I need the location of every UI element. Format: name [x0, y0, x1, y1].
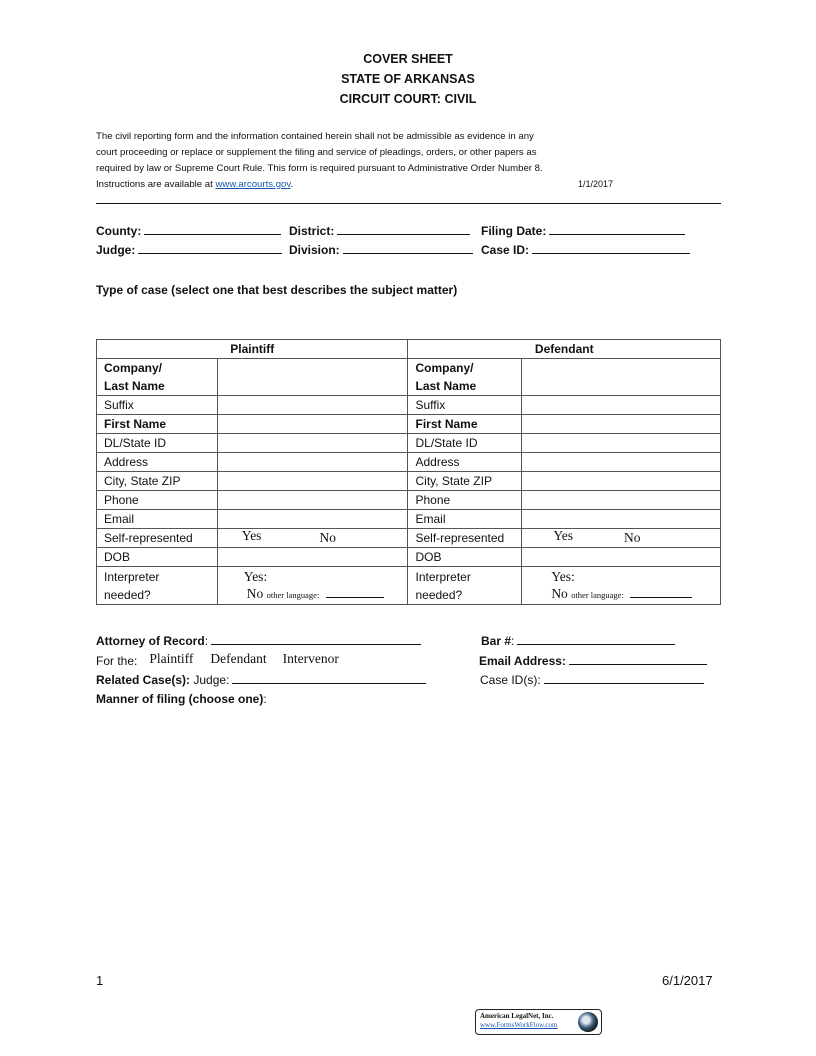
- plaintiff-address-input[interactable]: [217, 453, 408, 472]
- title-state: STATE OF ARKANSAS: [341, 72, 475, 86]
- company-label: Company/: [104, 361, 163, 375]
- bar-field[interactable]: [481, 634, 675, 648]
- for-the-label: For the:: [96, 654, 138, 668]
- interpreter-label: Interpreter: [415, 569, 471, 584]
- title-court: CIRCUIT COURT: CIVIL: [339, 92, 477, 106]
- logo-url[interactable]: www.FormsWorkFlow.com: [480, 1021, 558, 1029]
- other-language-label: other language:: [266, 589, 320, 600]
- plaintiff-interp-no[interactable]: No: [246, 585, 264, 601]
- attorney-field[interactable]: [96, 634, 421, 648]
- city-label: City, State ZIP: [408, 472, 522, 491]
- dl-label: DL/State ID: [97, 434, 218, 453]
- related-judge-label: Judge:: [190, 673, 230, 687]
- company-label: Company/: [415, 361, 474, 375]
- manner-of-filing: [96, 692, 267, 706]
- phone-label: Phone: [408, 491, 522, 510]
- case-ids-label: Case ID(s):: [480, 673, 541, 687]
- county-label: County:: [96, 224, 142, 238]
- period: .: [290, 179, 294, 190]
- other-language-label: other language:: [571, 589, 624, 600]
- for-intervenor-option[interactable]: Intervenor: [282, 651, 339, 666]
- division-label: Division:: [289, 243, 340, 257]
- plaintiff-language-input[interactable]: [326, 592, 384, 598]
- defendant-phone-input[interactable]: [522, 491, 721, 510]
- case-id-label: Case ID:: [481, 243, 530, 257]
- city-label: City, State ZIP: [97, 472, 218, 491]
- colon: :: [263, 692, 267, 706]
- address-label: Address: [97, 453, 218, 472]
- suffix-label: Suffix: [97, 396, 218, 415]
- globe-icon: [578, 1012, 598, 1032]
- intro-text: Instructions are available at: [96, 179, 216, 190]
- page-number: 1: [96, 973, 104, 988]
- case-id-field[interactable]: [481, 243, 690, 257]
- colon: :: [511, 634, 515, 648]
- manner-label: Manner of filing (choose one): [96, 692, 264, 706]
- attorney-label: Attorney of Record: [96, 634, 205, 648]
- division-field[interactable]: [289, 243, 473, 257]
- plaintiff-interp-yes[interactable]: Yes:: [243, 568, 268, 584]
- plaintiff-company-input[interactable]: [217, 359, 408, 396]
- phone-label: Phone: [97, 491, 218, 510]
- defendant-language-input[interactable]: [630, 592, 692, 598]
- defendant-self-no[interactable]: No: [623, 530, 641, 545]
- plaintiff-first-name-input[interactable]: [217, 415, 408, 434]
- interpreter-label: Interpreter: [104, 569, 160, 584]
- defendant-dl-input[interactable]: [522, 434, 721, 453]
- defendant-city-input[interactable]: [522, 472, 721, 491]
- plaintiff-phone-input[interactable]: [217, 491, 408, 510]
- dl-label: DL/State ID: [408, 434, 522, 453]
- self-represented-label: Self-represented: [408, 529, 522, 548]
- suffix-label: Suffix: [408, 396, 522, 415]
- plaintiff-suffix-input[interactable]: [217, 396, 408, 415]
- logo-name: American LegalNet, Inc.: [480, 1012, 554, 1020]
- district-field[interactable]: [289, 224, 470, 238]
- district-label: District:: [289, 224, 335, 238]
- plaintiff-self-no[interactable]: No: [319, 530, 336, 545]
- filing-date-label: Filing Date:: [481, 224, 547, 238]
- self-represented-label: Self-represented: [97, 529, 218, 548]
- needed-label: needed?: [104, 587, 151, 602]
- plaintiff-dl-input[interactable]: [217, 434, 408, 453]
- defendant-interp-yes[interactable]: Yes:: [551, 568, 575, 584]
- defendant-interp-no[interactable]: No: [551, 585, 568, 601]
- dob-label: DOB: [97, 548, 218, 567]
- email-address-label: Email Address:: [479, 654, 566, 668]
- email-address-field[interactable]: [479, 654, 707, 668]
- plaintiff-header: Plaintiff: [97, 340, 408, 359]
- email-label: Email: [408, 510, 522, 529]
- intro-line-2: court proceeding or replace or supplement the filing and service of pleadings, orders, or other papers as: [96, 147, 537, 158]
- parties-table: [96, 339, 721, 605]
- defendant-dob-input[interactable]: [522, 548, 721, 567]
- for-plaintiff-option[interactable]: Plaintiff: [149, 651, 194, 666]
- plaintiff-dob-input[interactable]: [217, 548, 408, 567]
- email-label: Email: [97, 510, 218, 529]
- defendant-first-name-input[interactable]: [522, 415, 721, 434]
- plaintiff-city-input[interactable]: [217, 472, 408, 491]
- arcourts-link[interactable]: www.arcourts.gov: [215, 179, 291, 190]
- last-name-label: Last Name: [415, 379, 477, 393]
- filing-date-field[interactable]: [481, 224, 685, 238]
- plaintiff-email-input[interactable]: [217, 510, 408, 529]
- plaintiff-self-yes[interactable]: Yes: [241, 528, 262, 543]
- related-cases-label: Related Case(s):: [96, 673, 191, 687]
- case-type-heading: Type of case (select one that best describes the subject matter): [96, 283, 458, 297]
- intro-line-3: required by law or Supreme Court Rule. This form is required pursuant to Administrative Order Number 8.: [96, 163, 543, 174]
- judge-field[interactable]: [96, 243, 282, 257]
- for-the-row: [96, 653, 339, 669]
- judge-label: Judge:: [96, 243, 136, 257]
- version-date: 1/1/2017: [578, 179, 614, 189]
- first-name-label: First Name: [408, 415, 522, 434]
- defendant-company-input[interactable]: [522, 359, 721, 396]
- footer-date: 6/1/2017: [662, 973, 713, 988]
- dob-label: DOB: [408, 548, 522, 567]
- defendant-suffix-input[interactable]: [522, 396, 721, 415]
- defendant-email-input[interactable]: [522, 510, 721, 529]
- title-cover-sheet: COVER SHEET: [363, 52, 453, 66]
- colon: :: [204, 634, 209, 648]
- case-ids-field[interactable]: [480, 673, 704, 687]
- county-field[interactable]: [96, 224, 281, 238]
- defendant-self-yes[interactable]: Yes: [553, 528, 573, 543]
- needed-label: needed?: [415, 587, 463, 602]
- american-legalnet-logo[interactable]: [475, 1009, 602, 1035]
- last-name-label: Last Name: [104, 379, 165, 393]
- intro-line-1: The civil reporting form and the information contained herein shall not be admissible as evidence in any: [96, 131, 534, 142]
- defendant-address-input[interactable]: [522, 453, 721, 472]
- for-defendant-option[interactable]: Defendant: [210, 651, 267, 666]
- intro-line-4: [96, 177, 293, 193]
- first-name-label: First Name: [97, 415, 218, 434]
- address-label: Address: [408, 453, 522, 472]
- bar-label: Bar #: [481, 634, 512, 648]
- divider: [96, 203, 721, 204]
- defendant-header: Defendant: [408, 340, 721, 359]
- related-cases-field[interactable]: [96, 673, 426, 687]
